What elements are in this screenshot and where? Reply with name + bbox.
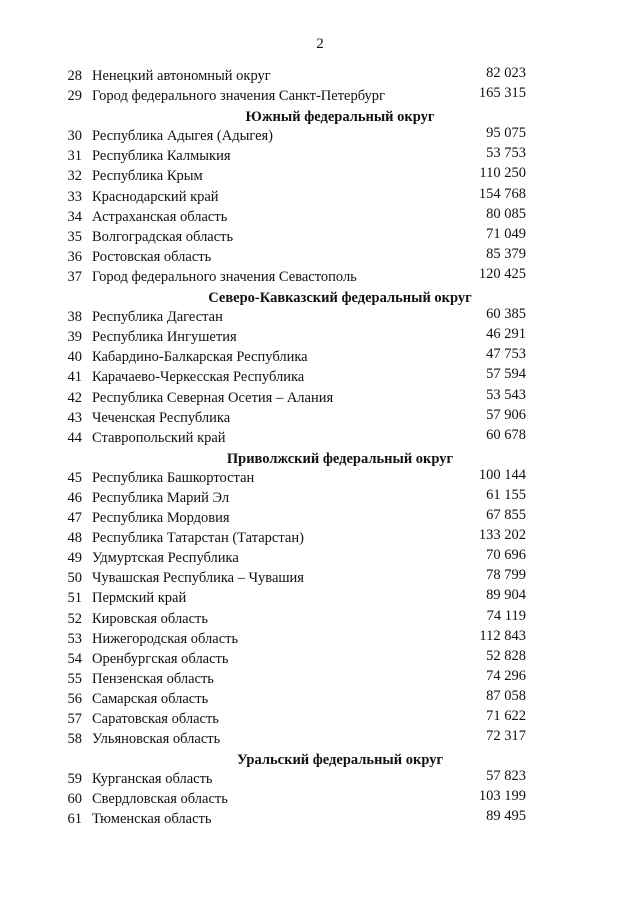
table-row	[0, 66, 640, 86]
row-number: 52	[67, 610, 82, 627]
region-table	[0, 66, 640, 830]
region-value: 87 058	[486, 687, 526, 704]
table-row	[0, 528, 640, 548]
row-number: 51	[67, 590, 82, 607]
table-row	[0, 126, 640, 146]
row-number: 57	[67, 711, 82, 727]
region-value: 67 855	[486, 507, 526, 524]
row-number: 47	[67, 510, 82, 527]
table-row	[0, 187, 640, 207]
row-number: 48	[67, 530, 82, 547]
region-value: 78 799	[486, 567, 526, 584]
region-name: Чеченская Республика	[92, 409, 231, 426]
region-value: 100 144	[478, 466, 526, 483]
region-value: 57 823	[486, 768, 526, 785]
section-heading	[0, 106, 640, 126]
table-row	[0, 347, 640, 367]
page-number: 2	[316, 36, 324, 52]
table-row	[0, 588, 640, 608]
region-value: 154 768	[478, 185, 526, 202]
region-value: 89 904	[486, 587, 526, 604]
table-row	[0, 468, 640, 488]
region-name: Республика Марий Эл	[92, 489, 230, 506]
region-value: 112 843	[479, 627, 526, 644]
region-name: Кабардино-Балкарская Республика	[92, 349, 308, 366]
region-value: 71 049	[486, 225, 526, 242]
row-number: 33	[67, 188, 82, 205]
region-value: 110 250	[479, 165, 526, 182]
region-value: 103 199	[478, 788, 526, 805]
region-value: 57 594	[486, 366, 526, 383]
region-name: Ненецкий автономный округ	[92, 68, 271, 84]
table-row	[0, 247, 640, 267]
table-row	[0, 689, 640, 709]
region-value: 46 291	[486, 326, 526, 343]
row-number: 37	[67, 268, 82, 285]
table-row	[0, 86, 640, 106]
row-number: 38	[67, 309, 82, 326]
table-row	[0, 548, 640, 568]
row-number: 34	[67, 208, 82, 225]
table-row	[0, 669, 640, 689]
table-row	[0, 789, 640, 809]
region-name: Пензенская область	[92, 670, 214, 687]
region-value: 133 202	[478, 527, 526, 544]
row-number: 49	[67, 550, 82, 567]
region-name: Волгоградская область	[92, 228, 234, 245]
region-name: Республика Адыгея (Адыгея)	[92, 128, 274, 145]
region-name: Республика Татарстан (Татарстан)	[92, 530, 304, 547]
table-row	[0, 649, 640, 669]
table-row	[0, 428, 640, 448]
row-number: 44	[67, 429, 82, 446]
table-row	[0, 809, 640, 829]
section-heading	[0, 749, 640, 769]
row-number: 42	[67, 389, 82, 406]
region-name: Самарская область	[92, 690, 209, 707]
row-number: 31	[67, 148, 82, 165]
region-value: 60 678	[486, 426, 526, 443]
region-value: 53 543	[486, 386, 526, 403]
table-row	[0, 488, 640, 508]
region-name: Кировская область	[92, 610, 209, 627]
region-value: 80 085	[486, 205, 526, 222]
region-name: Ростовская область	[92, 248, 212, 265]
region-name: Республика Дагестан	[92, 309, 223, 326]
row-number: 60	[67, 791, 82, 808]
row-number: 61	[67, 811, 82, 828]
row-number: 50	[67, 570, 82, 587]
table-row	[0, 629, 640, 649]
table-row	[0, 166, 640, 186]
row-number: 43	[67, 409, 82, 426]
row-number: 58	[67, 731, 82, 748]
table-row	[0, 388, 640, 408]
region-value: 53 753	[486, 145, 526, 162]
table-row	[0, 769, 640, 789]
row-number: 41	[67, 369, 82, 386]
region-name: Ульяновская область	[92, 731, 221, 748]
section-heading	[0, 448, 640, 468]
table-row	[0, 408, 640, 428]
row-number: 45	[67, 469, 82, 486]
row-number: 32	[67, 168, 82, 185]
row-number: 28	[67, 68, 82, 84]
region-value: 52 828	[486, 647, 526, 664]
table-row	[0, 729, 640, 749]
region-value: 47 753	[486, 346, 526, 363]
region-name: Республика Северная Осетия – Алания	[92, 389, 334, 406]
region-name: Краснодарский край	[92, 188, 219, 205]
table-row	[0, 267, 640, 287]
region-value: 89 495	[486, 808, 526, 825]
row-number: 54	[67, 650, 82, 667]
region-name: Курганская область	[92, 771, 213, 788]
section-title: Уральский федеральный округ	[236, 752, 444, 769]
region-name: Республика Мордовия	[92, 510, 230, 527]
row-number: 56	[67, 690, 82, 707]
region-name: Карачаево-Черкесская Республика	[92, 369, 305, 386]
region-name: Чувашская Республика – Чувашия	[92, 570, 304, 587]
row-number: 46	[67, 489, 82, 506]
table-row	[0, 367, 640, 387]
region-name: Республика Ингушетия	[92, 329, 237, 346]
region-name: Тюменская область	[92, 811, 212, 828]
section-title: Северо-Кавказский федеральный округ	[208, 290, 472, 307]
table-row	[0, 709, 640, 729]
table-row	[0, 307, 640, 327]
row-number: 35	[67, 228, 82, 245]
region-name: Пермский край	[92, 590, 187, 607]
region-name: Удмуртская Республика	[92, 550, 239, 567]
row-number: 36	[67, 248, 82, 265]
table-row	[0, 508, 640, 528]
region-name: Город федерального значения Санкт-Петербург	[92, 88, 386, 105]
region-value: 74 119	[486, 607, 526, 624]
section-heading	[0, 287, 640, 307]
region-value: 70 696	[486, 547, 526, 564]
table-row	[0, 609, 640, 629]
region-name: Астраханская область	[92, 208, 228, 225]
row-number: 40	[67, 349, 82, 366]
table-row	[0, 327, 640, 347]
region-value: 165 315	[478, 85, 526, 102]
row-number: 53	[67, 630, 82, 647]
region-value: 95 075	[486, 125, 526, 142]
table-row	[0, 207, 640, 227]
region-value: 85 379	[486, 245, 526, 262]
region-value: 71 622	[486, 708, 526, 724]
region-name: Оренбургская область	[92, 650, 229, 667]
table-row	[0, 227, 640, 247]
region-value: 61 155	[486, 486, 526, 503]
row-number: 55	[67, 670, 82, 687]
region-name: Ставропольский край	[92, 429, 226, 446]
region-name: Свердловская область	[92, 791, 228, 808]
table-row	[0, 568, 640, 588]
region-value: 57 906	[486, 406, 526, 423]
region-value: 82 023	[486, 65, 526, 81]
region-name: Республика Башкортостан	[92, 469, 255, 486]
region-value: 60 385	[486, 306, 526, 323]
row-number: 29	[67, 88, 82, 105]
section-title: Южный федеральный округ	[245, 109, 435, 126]
row-number: 59	[67, 771, 82, 788]
section-title: Приволжский федеральный округ	[226, 450, 454, 467]
region-value: 120 425	[478, 265, 526, 282]
region-name: Нижегородская область	[92, 630, 239, 647]
region-value: 74 296	[486, 667, 526, 684]
row-number: 39	[67, 329, 82, 346]
region-name: Саратовская область	[92, 711, 219, 727]
row-number: 30	[67, 128, 82, 145]
region-name: Республика Калмыкия	[92, 148, 231, 165]
table-row	[0, 146, 640, 166]
region-value: 72 317	[486, 728, 526, 745]
region-name: Республика Крым	[92, 168, 203, 185]
region-name: Город федерального значения Севастополь	[92, 268, 357, 285]
